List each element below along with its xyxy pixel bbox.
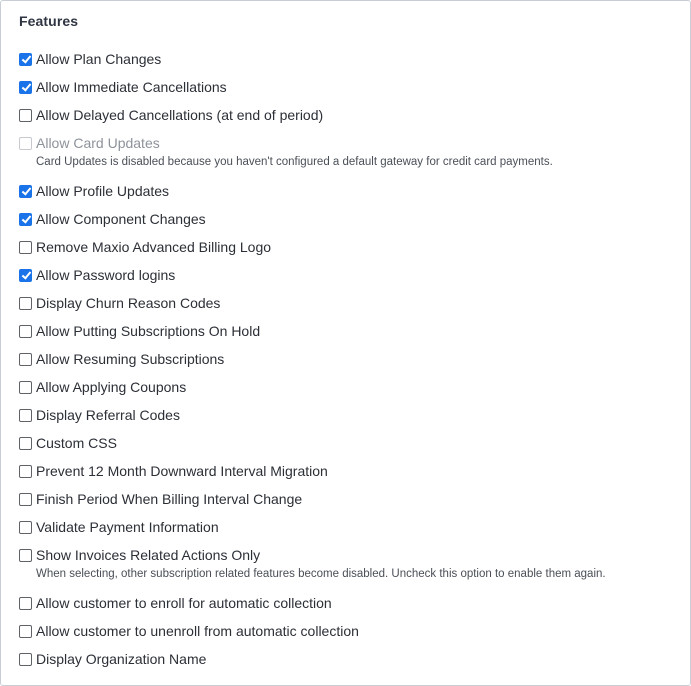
checkbox-show-invoices-related-actions-only[interactable] <box>19 549 32 562</box>
feature-label[interactable]: Validate Payment Information <box>36 519 219 535</box>
feature-label[interactable]: Allow Delayed Cancellations (at end of period) <box>36 107 324 123</box>
checkbox-display-churn-reason-codes[interactable] <box>19 297 32 310</box>
checkbox-validate-payment-information[interactable] <box>19 521 32 534</box>
checkbox-allow-customer-to-unenroll-from-automatic-collection[interactable] <box>19 625 32 638</box>
feature-text <box>36 406 180 424</box>
feature-text <box>36 78 227 96</box>
feature-label[interactable]: Allow Component Changes <box>36 211 206 227</box>
feature-text <box>36 129 553 170</box>
feature-text <box>36 266 175 284</box>
feature-label[interactable]: Prevent 12 Month Downward Interval Migration <box>36 463 328 479</box>
feature-label[interactable]: Display Referral Codes <box>36 407 180 423</box>
checkbox-display-referral-codes[interactable] <box>19 409 32 422</box>
feature-row-prevent-12-month-downward-interval-migration[interactable] <box>19 457 679 485</box>
checkbox-allow-plan-changes[interactable] <box>19 53 32 66</box>
feature-row-display-referral-codes[interactable] <box>19 401 679 429</box>
feature-row-allow-applying-coupons[interactable] <box>19 373 679 401</box>
feature-row-allow-card-updates <box>19 129 679 177</box>
feature-list <box>19 45 679 673</box>
feature-text <box>36 350 224 368</box>
feature-label[interactable]: Custom CSS <box>36 435 117 451</box>
feature-label[interactable]: Show Invoices Related Actions Only <box>36 547 261 563</box>
feature-label[interactable]: Allow Password logins <box>36 267 176 283</box>
checkbox-allow-component-changes[interactable] <box>19 213 32 226</box>
feature-text <box>36 541 606 582</box>
checkbox-allow-immediate-cancellations[interactable] <box>19 81 32 94</box>
feature-label[interactable]: Allow Applying Coupons <box>36 379 187 395</box>
feature-row-allow-putting-subscriptions-on-hold[interactable] <box>19 317 679 345</box>
feature-text <box>36 434 117 452</box>
checkbox-custom-css[interactable] <box>19 437 32 450</box>
feature-row-allow-customer-to-unenroll-from-automatic-collection[interactable] <box>19 617 679 645</box>
feature-text <box>36 210 206 228</box>
feature-label: Allow Card Updates <box>36 135 160 151</box>
feature-label[interactable]: Display Churn Reason Codes <box>36 295 221 311</box>
feature-label[interactable]: Allow Resuming Subscriptions <box>36 351 225 367</box>
feature-row-validate-payment-information[interactable] <box>19 513 679 541</box>
feature-text <box>36 490 302 508</box>
feature-row-show-invoices-related-actions-only[interactable] <box>19 541 679 589</box>
feature-text <box>36 594 332 612</box>
feature-row-allow-component-changes[interactable] <box>19 205 679 233</box>
feature-row-allow-immediate-cancellations[interactable] <box>19 73 679 101</box>
feature-label[interactable]: Display Organization Name <box>36 651 207 667</box>
feature-row-allow-delayed-cancellations-at-end-of-period[interactable] <box>19 101 679 129</box>
feature-row-allow-password-logins[interactable] <box>19 261 679 289</box>
feature-text <box>36 238 271 256</box>
feature-row-allow-customer-to-enroll-for-automatic-collection[interactable] <box>19 589 679 617</box>
feature-row-finish-period-when-billing-interval-change[interactable] <box>19 485 679 513</box>
feature-label[interactable]: Allow Immediate Cancellations <box>36 79 227 95</box>
feature-row-allow-plan-changes[interactable] <box>19 45 679 73</box>
feature-label[interactable]: Allow customer to unenroll from automatic collection <box>36 623 359 639</box>
feature-label[interactable]: Allow Putting Subscriptions On Hold <box>36 323 261 339</box>
checkbox-allow-password-logins[interactable] <box>19 269 32 282</box>
checkbox-allow-profile-updates[interactable] <box>19 185 32 198</box>
feature-text <box>36 622 359 640</box>
feature-text <box>36 106 323 124</box>
feature-text <box>36 50 161 68</box>
checkbox-allow-card-updates <box>19 137 32 150</box>
feature-row-display-organization-name[interactable] <box>19 645 679 673</box>
feature-text <box>36 182 169 200</box>
feature-row-allow-resuming-subscriptions[interactable] <box>19 345 679 373</box>
checkbox-prevent-12-month-downward-interval-migration[interactable] <box>19 465 32 478</box>
feature-text <box>36 462 328 480</box>
feature-row-allow-profile-updates[interactable] <box>19 177 679 205</box>
feature-text <box>36 518 219 536</box>
feature-label[interactable]: Allow customer to enroll for automatic collection <box>36 595 332 611</box>
feature-row-custom-css[interactable] <box>19 429 679 457</box>
feature-label[interactable]: Allow Profile Updates <box>36 183 170 199</box>
checkbox-allow-delayed-cancellations-at-end-of-period[interactable] <box>19 109 32 122</box>
checkbox-allow-putting-subscriptions-on-hold[interactable] <box>19 325 32 338</box>
checkbox-remove-maxio-advanced-billing-logo[interactable] <box>19 241 32 254</box>
feature-text <box>36 294 220 312</box>
checkbox-allow-applying-coupons[interactable] <box>19 381 32 394</box>
feature-label[interactable]: Remove Maxio Advanced Billing Logo <box>36 239 272 255</box>
feature-help-text: When selecting, other subscription related features become disabled. Uncheck this option to enable them again. <box>36 568 606 580</box>
feature-label[interactable]: Finish Period When Billing Interval Change <box>36 491 303 507</box>
checkbox-allow-customer-to-enroll-for-automatic-collection[interactable] <box>19 597 32 610</box>
feature-help-text: Card Updates is disabled because you haven't configured a default gateway for credit card payments. <box>36 156 553 168</box>
feature-row-display-churn-reason-codes[interactable] <box>19 289 679 317</box>
checkbox-allow-resuming-subscriptions[interactable] <box>19 353 32 366</box>
checkbox-display-organization-name[interactable] <box>19 653 32 666</box>
section-title: Features <box>19 13 79 29</box>
feature-text <box>36 650 206 668</box>
feature-label[interactable]: Allow Plan Changes <box>36 51 162 67</box>
feature-row-remove-maxio-advanced-billing-logo[interactable] <box>19 233 679 261</box>
feature-text <box>36 378 186 396</box>
checkbox-finish-period-when-billing-interval-change[interactable] <box>19 493 32 506</box>
feature-text <box>36 322 260 340</box>
